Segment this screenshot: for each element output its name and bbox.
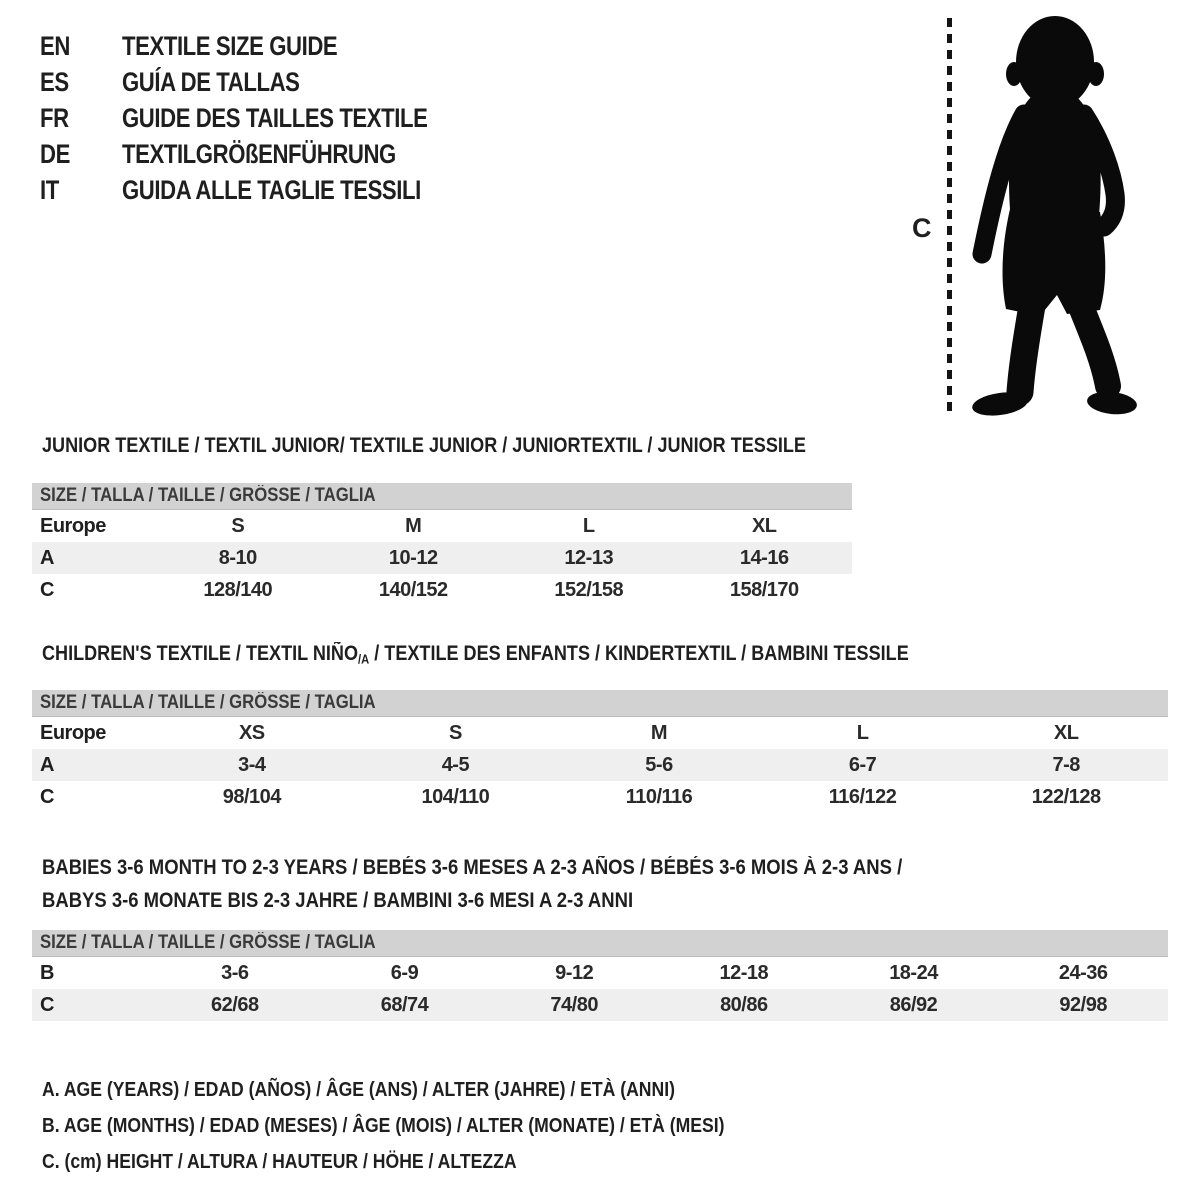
- table-cell: 158/170: [729, 578, 799, 601]
- table-cell: L: [856, 721, 869, 744]
- table-cell: 9-12: [555, 961, 594, 984]
- table-cell: 116/122: [828, 785, 897, 808]
- language-code: IT: [40, 174, 59, 205]
- language-row-en: [40, 28, 495, 64]
- table-cell: M: [650, 721, 668, 744]
- table-cell: XL: [751, 514, 777, 537]
- table-cell: 4-5: [441, 753, 470, 776]
- table-row-babies-height: [32, 989, 1168, 1021]
- junior-section-title: JUNIOR TEXTILE / TEXTIL JUNIOR/ TEXTILE JUNIOR / JUNIORTEXTIL / JUNIOR TESSILE: [42, 434, 806, 457]
- table-cell: 7-8: [1052, 753, 1080, 776]
- table-cell: 62/68: [211, 993, 259, 1016]
- row-label: Europe: [40, 721, 106, 744]
- table-cell: 6-9: [390, 961, 419, 984]
- table-cell: 98/104: [222, 785, 281, 808]
- language-code: FR: [40, 102, 69, 133]
- section-junior-textile: [32, 434, 852, 606]
- table-cell: M: [405, 514, 422, 537]
- table-cell: 104/110: [421, 785, 490, 808]
- guide-title-en: TEXTILE SIZE GUIDE: [122, 30, 338, 61]
- row-label: A: [40, 546, 54, 569]
- table-row-children-age: [32, 749, 1168, 781]
- language-code: DE: [40, 138, 70, 169]
- table-cell: 140/152: [378, 578, 448, 601]
- section-babies-textile: [32, 851, 1168, 1021]
- language-code: EN: [40, 30, 70, 61]
- table-cell: 128/140: [203, 578, 273, 601]
- table-row-children-europe: [32, 717, 1168, 749]
- row-label: C: [40, 785, 54, 808]
- table-cell: 6-7: [848, 753, 877, 776]
- table-row-junior-height: [32, 574, 852, 606]
- toddler-silhouette-icon: [962, 14, 1142, 418]
- table-cell: 18-24: [889, 961, 938, 984]
- table-cell: 152/158: [554, 578, 624, 601]
- height-measure-label: C: [912, 213, 932, 243]
- table-cell: 8-10: [218, 546, 257, 569]
- guide-title-es: GUÍA DE TALLAS: [122, 66, 300, 97]
- section-children-textile: [32, 642, 1168, 813]
- table-cell: S: [231, 514, 245, 537]
- row-label: A: [40, 753, 54, 776]
- footnote-b: B. AGE (MONTHS) / EDAD (MESES) / ÂGE (MOIS) / ALTER (MONATE) / ETÀ (MESI): [42, 1115, 725, 1137]
- footnote-legend: [42, 1072, 818, 1180]
- row-label: Europe: [40, 514, 106, 537]
- table-cell: XS: [238, 721, 265, 744]
- table-cell: 5-6: [645, 753, 673, 776]
- table-row-babies-months: [32, 957, 1168, 989]
- table-cell: 68/74: [380, 993, 429, 1016]
- language-row-it: [40, 172, 495, 208]
- table-cell: 24-36: [1058, 961, 1108, 984]
- table-row-children-height: [32, 781, 1168, 813]
- table-cell: 12-13: [564, 546, 614, 569]
- table-row-junior-europe: [32, 510, 852, 542]
- row-label: C: [40, 578, 54, 601]
- table-cell: S: [448, 721, 462, 744]
- language-code: ES: [40, 66, 69, 97]
- table-cell: 74/80: [550, 993, 598, 1016]
- language-row-de: [40, 136, 495, 172]
- table-cell: 92/98: [1059, 993, 1107, 1016]
- footnote-c: C. (cm) HEIGHT / ALTURA / HAUTEUR / HÖHE / ALTEZZA: [42, 1151, 517, 1173]
- height-measure-dashed-line: [947, 18, 952, 415]
- language-title-list: [40, 28, 495, 208]
- guide-title-fr: GUIDE DES TAILLES TEXTILE: [122, 102, 428, 133]
- guide-title-it: GUIDA ALLE TAGLIE TESSILI: [122, 174, 421, 205]
- table-cell: L: [582, 514, 595, 537]
- language-row-es: [40, 64, 495, 100]
- babies-section-title: BABIES 3-6 MONTH TO 2-3 YEARS / BEBÉS 3-6 MESES A 2-3 AÑOS / BÉBÉS 3-6 MOIS À 2-3 ANS / BABYS 3-6 MONATE BIS 2-3 JAHRE / BAMBINI 3-6 MESI A 2-3 ANNI: [42, 856, 903, 912]
- row-label: C: [40, 993, 54, 1016]
- table-cell: 14-16: [739, 546, 789, 569]
- table-cell: 12-18: [719, 961, 769, 984]
- table-cell: 86/92: [889, 993, 938, 1016]
- table-cell: XL: [1053, 721, 1079, 744]
- table-cell: 110/116: [625, 785, 693, 808]
- row-label: B: [40, 961, 54, 984]
- table-row-junior-age: [32, 542, 852, 574]
- language-row-fr: [40, 100, 495, 136]
- table-cell: 3-6: [221, 961, 249, 984]
- footnote-a: A. AGE (YEARS) / EDAD (AÑOS) / ÂGE (ANS) / ALTER (JAHRE) / ETÀ (ANNI): [42, 1079, 675, 1101]
- children-section-title: CHILDREN'S TEXTILE / TEXTIL $NIÑO_{/A}$ / TEXTILE DES ENFANTS / KINDERTEXTIL / BAMBINI TESSILE: [42, 642, 909, 667]
- table-cell: 3-4: [238, 753, 266, 776]
- table-cell: 80/86: [720, 993, 768, 1016]
- table-cell: 10-12: [388, 546, 438, 569]
- junior-size-header-bar: SIZE / TALLA / TAILLE / GRÖSSE / TAGLIA: [32, 483, 852, 510]
- babies-size-header-bar: SIZE / TALLA / TAILLE / GRÖSSE / TAGLIA: [32, 930, 1168, 957]
- table-cell: 122/128: [1031, 785, 1101, 808]
- children-size-header-bar: SIZE / TALLA / TAILLE / GRÖSSE / TAGLIA: [32, 690, 1168, 717]
- guide-title-de: TEXTILGRÖßENFÜHRUNG: [122, 138, 396, 169]
